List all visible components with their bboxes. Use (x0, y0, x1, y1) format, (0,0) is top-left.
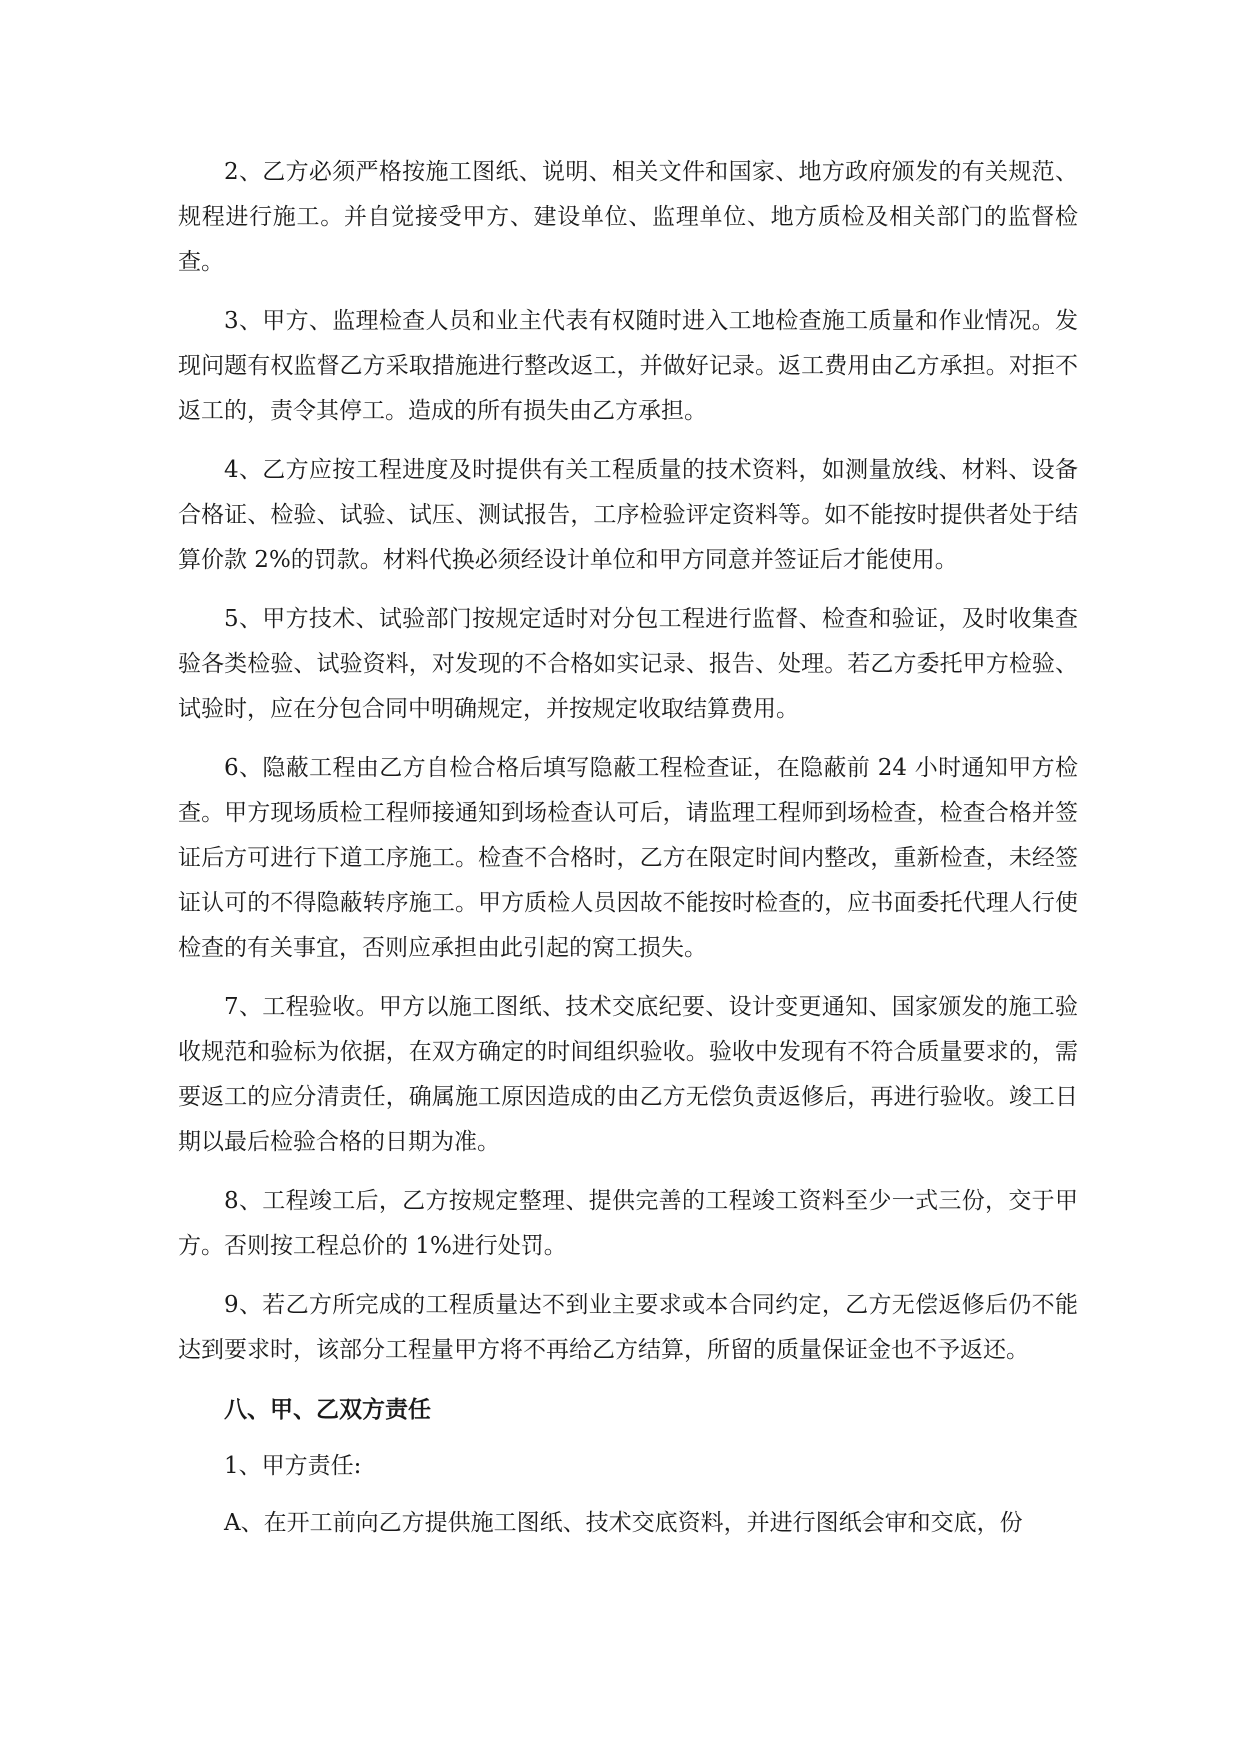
clause-9: 9、若乙方所完成的工程质量达不到业主要求或本合同约定，乙方无偿返修后仍不能达到要求时，该部分工程量甲方将不再给乙方结算，所留的质量保证金也不予返还。 (178, 1292, 1078, 1363)
clause-8: 8、工程竣工后，乙方按规定整理、提供完善的工程竣工资料至少一式三份，交于甲方。否则按工程总价的 1%进行处罚。 (178, 1188, 1078, 1259)
document-body (178, 150, 1078, 1546)
clause-4: 4、乙方应按工程进度及时提供有关工程质量的技术资料，如测量放线、材料、设备合格证、检验、试验、试压、测试报告，工序检验评定资料等。如不能按时提供者处于结算价款 2%的罚款。材料代换必须经设计单位和甲方同意并签证后才能使用。 (178, 457, 1078, 573)
clause-5: 5、甲方技术、试验部门按规定适时对分包工程进行监督、检查和验证，及时收集查验各类检验、试验资料，对发现的不合格如实记录、报告、处理。若乙方委托甲方检验、试验时，应在分包合同中明确规定，并按规定收取结算费用。 (178, 606, 1078, 722)
section-heading: 八、甲、乙双方责任 (224, 1396, 431, 1423)
clause-6: 6、隐蔽工程由乙方自检合格后填写隐蔽工程检查证，在隐蔽前 24 小时通知甲方检查。甲方现场质检工程师接通知到场检查认可后，请监理工程师到场检查，检查合格并签证后方可进行下道工序施工。检查不合格时，乙方在限定时间内整改，重新检查，未经签证认可的不得隐蔽转序施工。甲方质检人员因故不能按时检查的，应书面委托代理人行使检查的有关事宜，否则应承担由此引起的窝工损失。 (178, 755, 1078, 961)
clause-3: 3、甲方、监理检查人员和业主代表有权随时进入工地检查施工质量和作业情况。发现问题有权监督乙方采取措施进行整改返工，并做好记录。返工费用由乙方承担。对拒不返工的，责令其停工。造成的所有损失由乙方承担。 (178, 308, 1078, 424)
party-a-responsibility-label: 1、甲方责任: (224, 1453, 362, 1479)
clause-7: 7、工程验收。甲方以施工图纸、技术交底纪要、设计变更通知、国家颁发的施工验收规范和验标为依据，在双方确定的时间组织验收。验收中发现有不符合质量要求的，需要返工的应分清责任，确属施工原因造成的由乙方无偿负责返修后，再进行验收。竣工日期以最后检验合格的日期为准。 (178, 994, 1078, 1155)
item-a: A、在开工前向乙方提供施工图纸、技术交底资料，并进行图纸会审和交底，份 (224, 1510, 1023, 1536)
clause-2: 2、乙方必须严格按施工图纸、说明、相关文件和国家、地方政府颁发的有关规范、规程进行施工。并自觉接受甲方、建设单位、监理单位、地方质检及相关部门的监督检查。 (178, 159, 1078, 275)
